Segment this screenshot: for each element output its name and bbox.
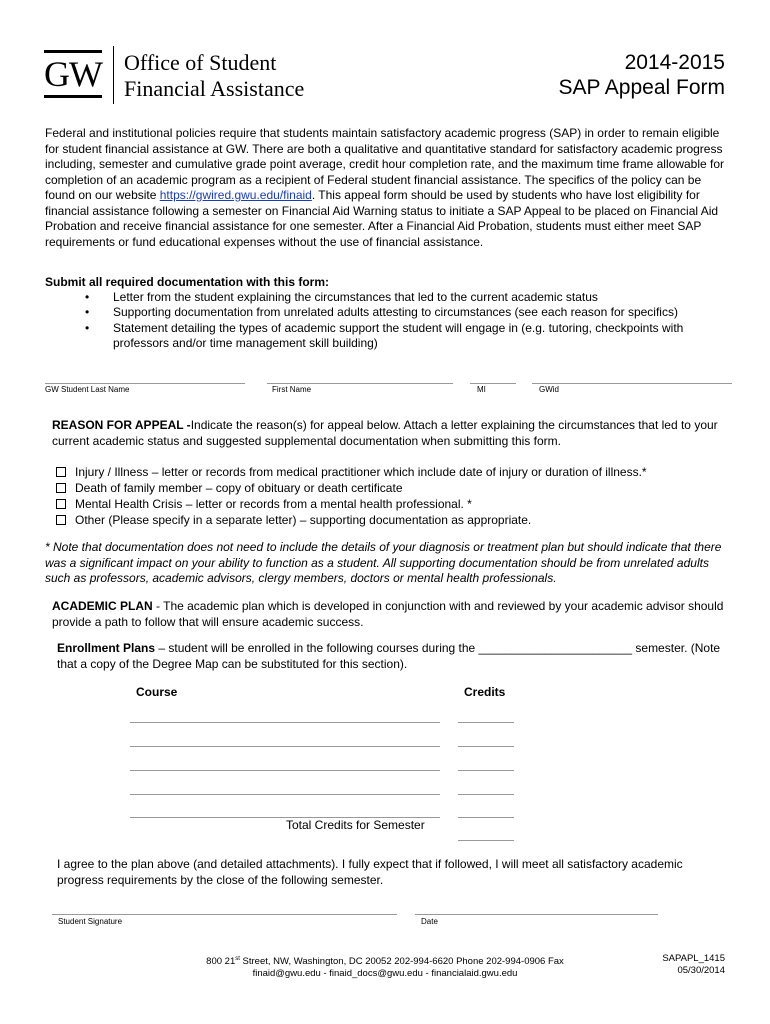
office-name	[124, 50, 304, 102]
gw-logo	[44, 50, 102, 100]
first-name-label: First Name	[272, 385, 312, 394]
course-input[interactable]	[130, 746, 440, 747]
logo-letters: GW	[44, 54, 102, 94]
course-header-spacer	[130, 700, 438, 701]
form-name: SAP Appeal Form	[558, 76, 725, 99]
reason-option-mental-health[interactable]	[56, 496, 647, 512]
address-suffix: st	[235, 956, 240, 962]
reason-option-death[interactable]	[56, 480, 647, 496]
credits-input[interactable]	[458, 817, 514, 818]
course-input[interactable]	[130, 722, 440, 723]
academic-plan-heading: ACADEMIC PLAN	[52, 599, 153, 613]
logo-divider	[113, 46, 114, 104]
mi-label: MI	[477, 385, 486, 394]
documentation-heading: Submit all required documentation with this form:	[45, 275, 330, 289]
reason-option-injury[interactable]	[56, 464, 647, 480]
documentation-note: * Note that documentation does not need to include the details of your diagnosis or treatment plan but should indicate that there was a significant impact on your ability to function as a student. All supporting documentation should be from unrelated adults such as professors, academic advisors, clergy members, doctors or mental health professionals.	[45, 540, 722, 585]
signature-label: Student Signature	[58, 917, 123, 926]
form-code-block	[662, 953, 725, 977]
reason-option-label: Death of family member – copy of obituary or death certificate	[75, 481, 403, 495]
intro-paragraph	[45, 126, 731, 250]
course-input[interactable]	[130, 794, 440, 795]
form-code: SAPAPL_1415	[662, 953, 725, 964]
footer-address	[150, 953, 620, 980]
contact-line: finaid@gwu.edu - finaid_docs@gwu.edu - financialaid.gwu.edu	[252, 968, 518, 980]
mental-health-checkbox[interactable]	[56, 499, 66, 509]
last-name-field[interactable]	[45, 383, 245, 384]
gwid-field[interactable]	[532, 383, 732, 384]
credits-input[interactable]	[458, 746, 514, 747]
logo-bottom-bar	[44, 95, 102, 98]
other-checkbox[interactable]	[56, 515, 66, 525]
enrollment-plans	[57, 641, 732, 672]
reason-section	[52, 418, 732, 449]
office-name-line2: Financial Assistance	[124, 76, 305, 101]
credits-input[interactable]	[458, 770, 514, 771]
reason-heading: REASON FOR APPEAL -	[52, 418, 191, 432]
total-credits-input[interactable]	[458, 840, 514, 841]
address-line	[150, 953, 620, 968]
documentation-item: • Letter from the student explaining the circumstances that led to the current academic status	[85, 290, 725, 305]
reason-options	[56, 464, 647, 528]
credits-input[interactable]	[458, 794, 514, 795]
total-credits-label: Total Credits for Semester	[286, 818, 425, 832]
enrollment-text: – student will be enrolled in the following courses during the _______________________ semester. (Note that a copy of the Degree Map can be substituted for this section).	[57, 641, 721, 671]
agreement-text: I agree to the plan above (and detailed attachments). I fully expect that if followed, I will meet all satisfactory academic progress requirements by the close of the following semester.	[57, 857, 683, 887]
credits-column-header: Credits	[464, 685, 506, 699]
documentation-item: • Supporting documentation from unrelated adults attesting to circumstances (see each reason for specifics)	[85, 305, 725, 320]
reason-option-label: Other (Please specify in a separate letter) – supporting documentation as appropriate.	[75, 513, 532, 527]
last-name-label: GW Student Last Name	[45, 385, 130, 394]
documentation-list	[85, 290, 725, 351]
signature-field[interactable]	[52, 914, 397, 915]
first-name-field[interactable]	[267, 383, 453, 384]
form-year: 2014-2015	[624, 51, 725, 74]
office-name-line1: Office of Student	[124, 50, 277, 75]
mi-field[interactable]	[470, 383, 516, 384]
date-label: Date	[421, 917, 438, 926]
address-street: Street, NW, Washington, DC 20052 202-994-6620 Phone 202-994-0906 Fax	[239, 956, 564, 968]
date-field[interactable]	[415, 914, 658, 915]
finaid-website-link[interactable]: https://gwired.gwu.edu/finaid	[159, 188, 312, 202]
academic-plan-section	[52, 599, 732, 630]
address-number: 800 21	[206, 956, 236, 968]
reason-instructions: Indicate the reason(s) for appeal below. Attach a letter explaining the circumstances that led to your current academic status and suggested supplemental documentation when submitting this form.	[52, 418, 718, 448]
enrollment-heading: Enrollment Plans	[57, 641, 156, 655]
course-column-header: Course	[136, 685, 178, 699]
injury-checkbox[interactable]	[56, 467, 66, 477]
academic-plan-description: - The academic plan which is developed in conjunction with and reviewed by your academic advisor should provide a path to follow that will ensure academic success.	[52, 599, 724, 629]
form-date: 05/30/2014	[677, 965, 725, 976]
death-checkbox[interactable]	[56, 483, 66, 493]
logo-top-bar	[44, 50, 102, 53]
course-input[interactable]	[130, 770, 440, 771]
intro-text-1: Federal and institutional policies require that students maintain satisfactory academic progress (SAP) in order to remain eligible for student financial assistance at GW. There are both a qualitative and quantitative standard for satisfactory academic progress including, semester and cumulative grade point average, credit hour completion rate, and the maximum time frame allowable for completion of an academic program as a recipient of Federal student financial assistance. The specifics of the policy can be found on our website	[45, 126, 725, 202]
reason-option-label: Mental Health Crisis – letter or records from a mental health professional. *	[75, 497, 472, 511]
intro-text-2: . This appeal form should be used by students who have lost eligibility for financial assistance following a semester on Financial Aid Warning status to initiate a SAP Appeal to be placed on Financial Aid Probation and receive financial assistance for one semester. After a Financial Aid Probation, students must either meet SAP requirements or fund educational expenses without the use of financial assistance.	[45, 188, 719, 249]
credits-input[interactable]	[458, 722, 514, 723]
form-title	[558, 50, 725, 100]
documentation-item: • Statement detailing the types of academic support the student will engage in (e.g. tutoring, checkpoints with professors and/or time management skill building)	[85, 321, 725, 352]
reason-option-other[interactable]	[56, 512, 647, 528]
gwid-label: GWid	[539, 385, 559, 394]
reason-option-label: Injury / Illness – letter or records from medical practitioner which include date of injury or duration of illness.*	[75, 465, 647, 479]
